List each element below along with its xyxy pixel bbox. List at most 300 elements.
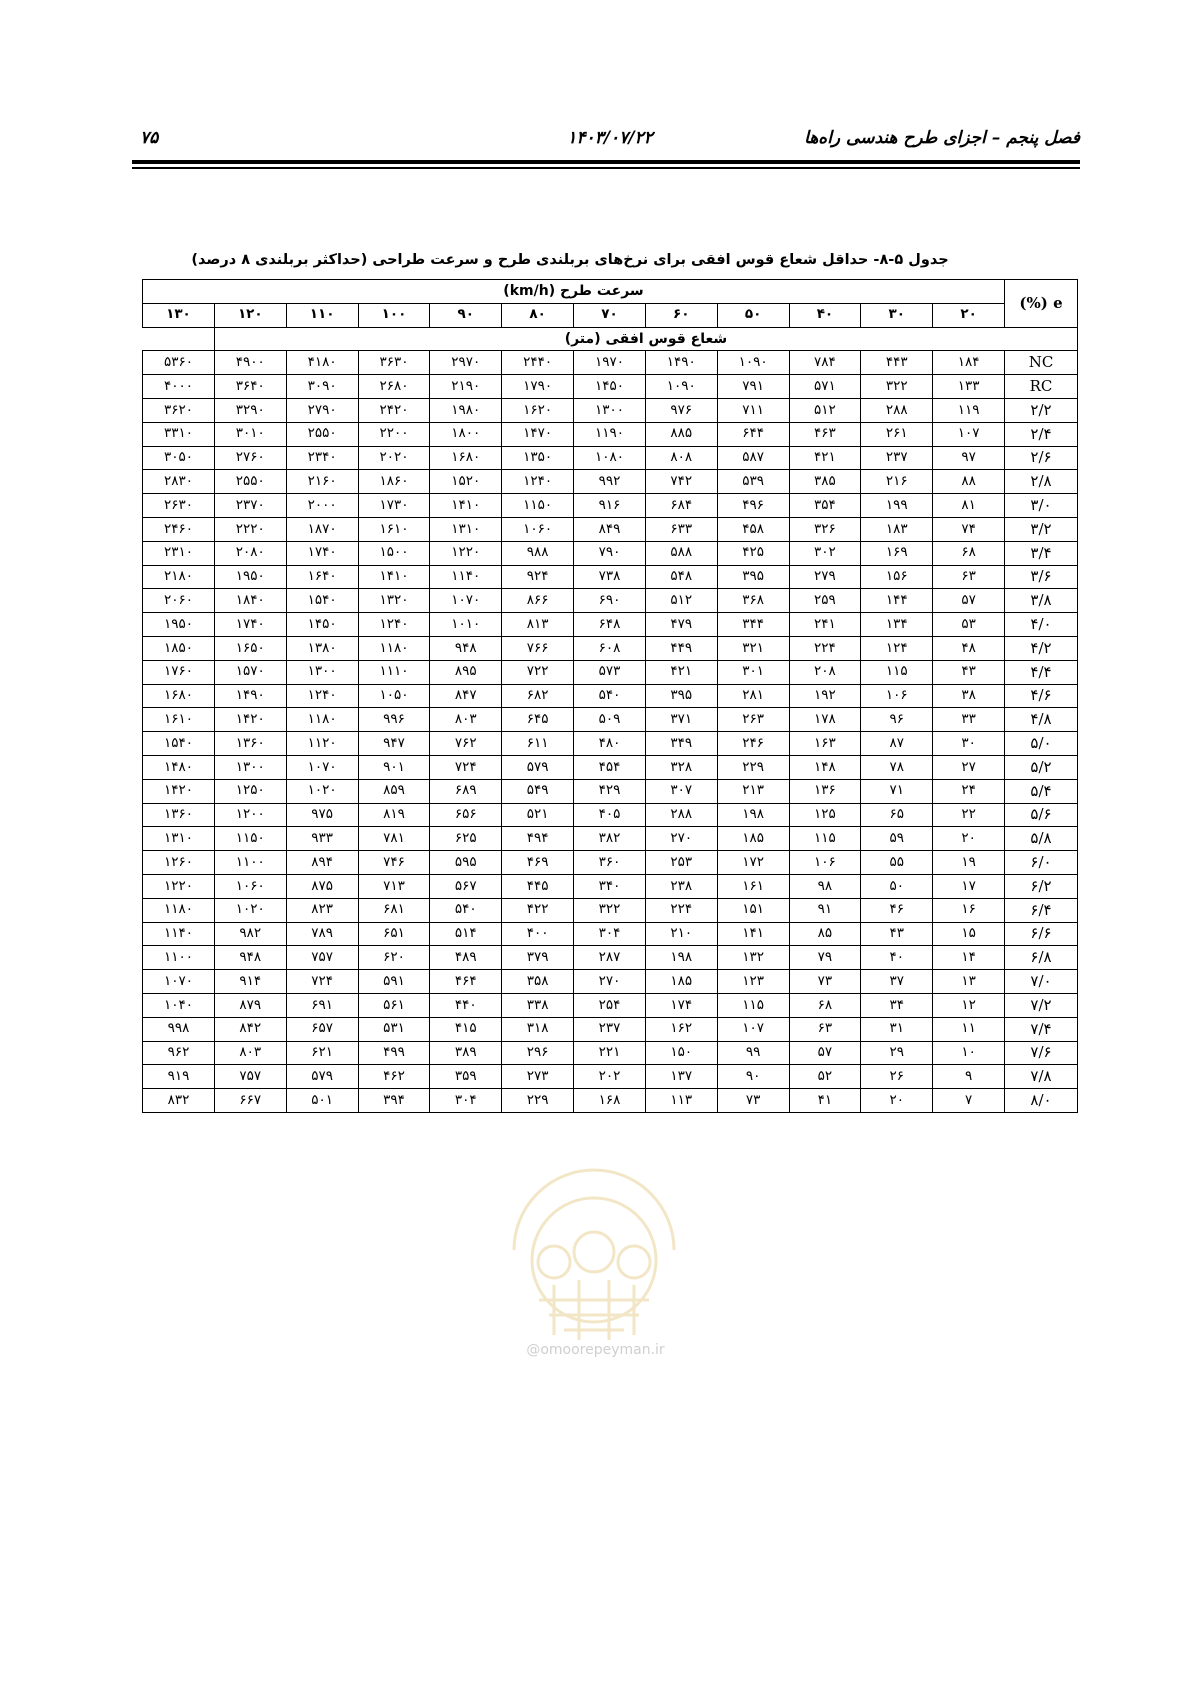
radius-cell: ۱۷۹۰ <box>502 375 574 399</box>
table-row <box>143 517 1078 541</box>
e-column-header: e (%) <box>1005 280 1078 328</box>
table-row <box>143 565 1078 589</box>
radius-cell: ۳۷۱ <box>645 708 717 732</box>
radius-cell: ۳۷ <box>861 970 933 994</box>
radius-cell: ۳۱ <box>861 1017 933 1041</box>
speed-cell: ۱۰۰ <box>358 303 430 327</box>
e-value-cell: ۶/۸ <box>1005 946 1078 970</box>
radius-cell: ۴۲۱ <box>645 660 717 684</box>
radius-cell: ۳۲۸ <box>645 755 717 779</box>
radius-cell: ۳۲۹۰ <box>214 398 286 422</box>
radius-cell: ۴۰۰۰ <box>143 375 215 399</box>
radius-cell: ۹۷ <box>933 446 1005 470</box>
radius-cell: ۲۶۱ <box>861 422 933 446</box>
radius-cell: ۴۰۰ <box>502 922 574 946</box>
radius-cell: ۷۳ <box>717 1089 789 1113</box>
radius-cell: ۱۲۳ <box>717 970 789 994</box>
radius-cell: ۹ <box>933 1065 1005 1089</box>
radius-cell: ۱۳۰۰ <box>574 398 646 422</box>
radius-cell: ۱۴۲۰ <box>143 779 215 803</box>
table-row <box>143 375 1078 399</box>
radius-cell: ۲۸۱ <box>717 684 789 708</box>
page-header <box>140 128 1080 154</box>
e-value-cell: ۷/۴ <box>1005 1017 1078 1041</box>
e-value-cell: ۷/۰ <box>1005 970 1078 994</box>
radius-cell: ۱۴۱ <box>717 922 789 946</box>
e-value-cell: ۶/۰ <box>1005 851 1078 875</box>
radius-cell: ۱۹ <box>933 851 1005 875</box>
page-number: ۷۵ <box>140 128 159 148</box>
radius-cell: ۱۵۲۰ <box>430 470 502 494</box>
radius-cell: ۵۴۰ <box>574 684 646 708</box>
radius-cell: ۱۳۵۰ <box>502 446 574 470</box>
radius-cell: ۹۲۴ <box>502 565 574 589</box>
radius-cell: ۷۶۲ <box>430 732 502 756</box>
radius-cell: ۱۱۱۰ <box>358 660 430 684</box>
radius-cell: ۵۴۰ <box>430 898 502 922</box>
radius-cell: ۸۶۶ <box>502 589 574 613</box>
e-value-cell: ۵/۸ <box>1005 827 1078 851</box>
radius-cell: ۳۹۴ <box>358 1089 430 1113</box>
table-body <box>143 351 1078 1113</box>
table-row <box>143 1089 1078 1113</box>
radius-cell: ۳۶۳۰ <box>358 351 430 375</box>
radius-cell: ۳۷۹ <box>502 946 574 970</box>
radius-cell: ۲۲۱ <box>574 1041 646 1065</box>
radius-cell: ۵۳۶۰ <box>143 351 215 375</box>
radius-cell: ۹۳۳ <box>286 827 358 851</box>
radius-cell: ۳۳۱۰ <box>143 422 215 446</box>
radius-cell: ۲۵۹ <box>789 589 861 613</box>
radius-cell: ۴۴۳ <box>861 351 933 375</box>
radius-cell: ۱۰۷ <box>717 1017 789 1041</box>
radius-cell: ۱۰۲۰ <box>214 898 286 922</box>
radius-cell: ۴۶۹ <box>502 851 574 875</box>
radius-cell: ۱۴۹۰ <box>645 351 717 375</box>
radius-cell: ۵۷۹ <box>502 755 574 779</box>
table-row <box>143 993 1078 1017</box>
radius-cell: ۲۱۸۰ <box>143 565 215 589</box>
radius-cell: ۱۵ <box>933 922 1005 946</box>
speed-cell: ۱۲۰ <box>214 303 286 327</box>
radius-cell: ۶۱۱ <box>502 732 574 756</box>
at-icon: @ <box>526 1342 541 1358</box>
radius-cell: ۱۰۱۰ <box>430 613 502 637</box>
table-row <box>143 398 1078 422</box>
radius-cell: ۲۱۰ <box>645 922 717 946</box>
radius-cell: ۱۲۴۰ <box>286 684 358 708</box>
radius-header-row <box>143 327 1078 351</box>
radius-cell: ۱۶۲ <box>645 1017 717 1041</box>
radius-cell: ۳۵۹ <box>430 1065 502 1089</box>
radius-cell: ۱۸۳ <box>861 517 933 541</box>
radius-cell: ۷۴۶ <box>358 851 430 875</box>
e-value-cell: ۳/۴ <box>1005 541 1078 565</box>
radius-cell: ۱۸۷۰ <box>286 517 358 541</box>
radius-cell: ۸۷۹ <box>214 993 286 1017</box>
radius-cell: ۱۱۵ <box>717 993 789 1017</box>
radius-cell: ۵۹۵ <box>430 851 502 875</box>
radius-cell: ۸۰۳ <box>430 708 502 732</box>
e-value-cell: ۵/۰ <box>1005 732 1078 756</box>
radius-cell: ۷۸۴ <box>789 351 861 375</box>
table-row <box>143 827 1078 851</box>
radius-cell: ۲۶ <box>861 1065 933 1089</box>
radius-cell: ۱۱ <box>933 1017 1005 1041</box>
radius-cell: ۲۳۷۰ <box>214 494 286 518</box>
radius-cell: ۱۲۶۰ <box>143 851 215 875</box>
radius-cell: ۱۴۱۰ <box>358 565 430 589</box>
radius-cell: ۴۰۵ <box>574 803 646 827</box>
radius-cell: ۶۲۰ <box>358 946 430 970</box>
radius-cell: ۸۹۵ <box>430 660 502 684</box>
radius-cell: ۱۷۴۰ <box>286 541 358 565</box>
radius-cell: ۳۲۲ <box>861 375 933 399</box>
radius-cell: ۱۳۰۰ <box>214 755 286 779</box>
radius-cell: ۱۳۰۰ <box>286 660 358 684</box>
radius-cell: ۳۴ <box>861 993 933 1017</box>
radius-cell: ۱۴۲۰ <box>214 708 286 732</box>
radius-cell: ۲۴۲۰ <box>358 398 430 422</box>
radius-cell: ۲۶۳۰ <box>143 494 215 518</box>
radius-table <box>142 279 1078 1113</box>
radius-cell: ۱۵۶ <box>861 565 933 589</box>
radius-cell: ۳۸۲ <box>574 827 646 851</box>
radius-cell: ۲۷۳ <box>502 1065 574 1089</box>
radius-cell: ۶۴۴ <box>717 422 789 446</box>
e-value-cell: ۷/۶ <box>1005 1041 1078 1065</box>
radius-cell: ۶۲۵ <box>430 827 502 851</box>
radius-cell: ۴۴۹ <box>645 636 717 660</box>
radius-cell: ۱۶۲۰ <box>502 398 574 422</box>
radius-cell: ۷۵۷ <box>214 1065 286 1089</box>
radius-cell: ۶۸ <box>933 541 1005 565</box>
speed-cell: ۹۰ <box>430 303 502 327</box>
radius-cell: ۱۷۴۰ <box>214 613 286 637</box>
radius-cell: ۹۱ <box>789 898 861 922</box>
radius-cell: ۹۹۸ <box>143 1017 215 1041</box>
radius-cell: ۴۶ <box>861 898 933 922</box>
radius-cell: ۱۲۴۰ <box>502 470 574 494</box>
radius-header: شعاع قوس افقی (متر) <box>214 327 1077 351</box>
radius-cell: ۱۱۹۰ <box>574 422 646 446</box>
radius-cell: ۲۵۴ <box>574 993 646 1017</box>
table-row <box>143 803 1078 827</box>
radius-cell: ۵۹ <box>861 827 933 851</box>
speed-cell: ۷۰ <box>574 303 646 327</box>
e-value-cell: ۳/۸ <box>1005 589 1078 613</box>
radius-cell: ۱۲۰۰ <box>214 803 286 827</box>
radius-cell: ۵۴۹ <box>502 779 574 803</box>
radius-cell: ۹۷۶ <box>645 398 717 422</box>
header-rule-thin <box>132 167 1080 169</box>
radius-cell: ۴۲۲ <box>502 898 574 922</box>
radius-cell: ۶۰۸ <box>574 636 646 660</box>
radius-cell: ۳۴۴ <box>717 613 789 637</box>
radius-cell: ۹۴۸ <box>430 636 502 660</box>
table-row <box>143 660 1078 684</box>
radius-cell: ۹۱۶ <box>574 494 646 518</box>
header-rule-thick <box>132 160 1080 164</box>
radius-cell: ۲۴ <box>933 779 1005 803</box>
radius-cell: ۱۰۶ <box>861 684 933 708</box>
radius-cell: ۱۰۹۰ <box>717 351 789 375</box>
radius-cell: ۲۰۸۰ <box>214 541 286 565</box>
radius-cell: ۳۹۵ <box>645 684 717 708</box>
radius-cell: ۷۹۱ <box>717 375 789 399</box>
radius-cell: ۱۹۵۰ <box>214 565 286 589</box>
e-value-cell: RC <box>1005 375 1078 399</box>
radius-cell: ۱۰۴۰ <box>143 993 215 1017</box>
radius-cell: ۲۳۸ <box>645 874 717 898</box>
radius-cell: ۲۵۵۰ <box>214 470 286 494</box>
radius-cell: ۶۶۷ <box>214 1089 286 1113</box>
radius-cell: ۱۱۳ <box>645 1089 717 1113</box>
radius-cell: ۱۶۳ <box>789 732 861 756</box>
radius-cell: ۶۵۷ <box>286 1017 358 1041</box>
table-row <box>143 494 1078 518</box>
watermark-site: @omoorepeyman.ir <box>526 1342 665 1358</box>
radius-cell: ۷۸۹ <box>286 922 358 946</box>
radius-cell: ۷۴ <box>933 517 1005 541</box>
radius-cell: ۵۷ <box>789 1041 861 1065</box>
radius-cell: ۳۸۹ <box>430 1041 502 1065</box>
radius-cell: ۱۴۴ <box>861 589 933 613</box>
radius-cell: ۱۰۶۰ <box>502 517 574 541</box>
radius-cell: ۲۱۹۰ <box>430 375 502 399</box>
radius-cell: ۵۲۱ <box>502 803 574 827</box>
speed-cell: ۱۳۰ <box>143 303 215 327</box>
radius-cell: ۲۰ <box>861 1089 933 1113</box>
radius-cell: ۲۷ <box>933 755 1005 779</box>
radius-cell: ۴۵۸ <box>717 517 789 541</box>
radius-cell: ۲۰۲ <box>574 1065 646 1089</box>
radius-cell: ۱۳۷ <box>645 1065 717 1089</box>
radius-cell: ۶۳ <box>933 565 1005 589</box>
radius-cell: ۱۱۰۰ <box>143 946 215 970</box>
radius-cell: ۱۱۸۰ <box>358 636 430 660</box>
radius-cell: ۱۶۸۰ <box>143 684 215 708</box>
radius-cell: ۶۹۱ <box>286 993 358 1017</box>
radius-cell: ۱۰ <box>933 1041 1005 1065</box>
radius-cell: ۱۳۸۰ <box>286 636 358 660</box>
radius-cell: ۲۵۳ <box>645 851 717 875</box>
radius-cell: ۷۱۱ <box>717 398 789 422</box>
radius-cell: ۷۹۰ <box>574 541 646 565</box>
radius-cell: ۱۱۵۰ <box>214 827 286 851</box>
radius-cell: ۲۲۴ <box>789 636 861 660</box>
radius-cell: ۴۹۰۰ <box>214 351 286 375</box>
table-row <box>143 446 1078 470</box>
radius-cell: ۲۷۰ <box>574 970 646 994</box>
radius-cell: ۱۹۸۰ <box>430 398 502 422</box>
e-value-cell: ۴/۸ <box>1005 708 1078 732</box>
radius-cell: ۱۷۳۰ <box>358 494 430 518</box>
radius-cell: ۷۲۴ <box>430 755 502 779</box>
radius-cell: ۶۴۵ <box>502 708 574 732</box>
speed-header: سرعت طرح (km/h) <box>143 280 1005 304</box>
radius-cell: ۵۸۸ <box>645 541 717 565</box>
radius-cell: ۹۱۹ <box>143 1065 215 1089</box>
radius-cell: ۹۴۸ <box>214 946 286 970</box>
radius-cell: ۱۸۵ <box>717 827 789 851</box>
radius-cell: ۹۴۷ <box>358 732 430 756</box>
e-value-cell: ۵/۶ <box>1005 803 1078 827</box>
e-value-cell: ۶/۲ <box>1005 874 1078 898</box>
table-row <box>143 470 1078 494</box>
e-value-cell: ۲/۲ <box>1005 398 1078 422</box>
radius-cell: ۱۲ <box>933 993 1005 1017</box>
radius-cell: ۹۰۱ <box>358 755 430 779</box>
radius-cell: ۴۴۰ <box>430 993 502 1017</box>
radius-cell: ۱۰۷۰ <box>286 755 358 779</box>
radius-cell: ۷۹ <box>789 946 861 970</box>
radius-cell: ۶۸۱ <box>358 898 430 922</box>
radius-cell: ۱۱۴۰ <box>430 565 502 589</box>
radius-cell: ۵۷۹ <box>286 1065 358 1089</box>
radius-cell: ۸۵۹ <box>358 779 430 803</box>
e-value-cell: ۵/۲ <box>1005 755 1078 779</box>
radius-cell: ۱۲۴ <box>861 636 933 660</box>
radius-cell: ۹۹۲ <box>574 470 646 494</box>
radius-cell: ۱۱۸۰ <box>286 708 358 732</box>
radius-cell: ۳۰۴ <box>430 1089 502 1113</box>
radius-cell: ۹۶ <box>861 708 933 732</box>
radius-cell: ۷۲۴ <box>286 970 358 994</box>
radius-cell: ۱۳۶۰ <box>214 732 286 756</box>
radius-cell: ۸۵ <box>789 922 861 946</box>
radius-cell: ۶۸۲ <box>502 684 574 708</box>
table-row <box>143 1017 1078 1041</box>
radius-cell: ۷۴۲ <box>645 470 717 494</box>
radius-cell: ۸۰۳ <box>214 1041 286 1065</box>
radius-cell: ۵۱۲ <box>789 398 861 422</box>
radius-cell: ۱۱۵ <box>789 827 861 851</box>
radius-cell: ۱۶ <box>933 898 1005 922</box>
radius-cell: ۱۲۲۰ <box>143 874 215 898</box>
radius-cell: ۵۳۹ <box>717 470 789 494</box>
radius-cell: ۱۹۷۰ <box>574 351 646 375</box>
radius-cell: ۵۳ <box>933 613 1005 637</box>
radius-cell: ۳۰۱۰ <box>214 422 286 446</box>
speed-header-row <box>143 280 1078 304</box>
radius-cell: ۹۸ <box>789 874 861 898</box>
radius-cell: ۲۲۲۰ <box>214 517 286 541</box>
radius-cell: ۱۹۲ <box>789 684 861 708</box>
radius-cell: ۴۸۹ <box>430 946 502 970</box>
radius-cell: ۱۶۴۰ <box>286 565 358 589</box>
radius-cell: ۸۳۲ <box>143 1089 215 1113</box>
radius-cell: ۱۴۷۰ <box>502 422 574 446</box>
radius-cell: ۱۰۷۰ <box>430 589 502 613</box>
radius-cell: ۲۳۷ <box>861 446 933 470</box>
speed-cell: ۳۰ <box>861 303 933 327</box>
radius-cell: ۱۳۲ <box>717 946 789 970</box>
radius-cell: ۱۵۱ <box>717 898 789 922</box>
table-row <box>143 898 1078 922</box>
radius-cell: ۲۷۹ <box>789 565 861 589</box>
radius-cell: ۸۱ <box>933 494 1005 518</box>
radius-cell: ۶۵۶ <box>430 803 502 827</box>
radius-cell: ۶۴۸ <box>574 613 646 637</box>
radius-cell: ۱۷۴ <box>645 993 717 1017</box>
e-value-cell: ۶/۴ <box>1005 898 1078 922</box>
radius-cell: ۵۵ <box>861 851 933 875</box>
radius-cell: ۲۲۹ <box>502 1089 574 1113</box>
radius-cell: ۱۳۶ <box>789 779 861 803</box>
radius-cell: ۸۸ <box>933 470 1005 494</box>
speed-cell: ۴۰ <box>789 303 861 327</box>
e-value-cell: ۷/۲ <box>1005 993 1078 1017</box>
radius-cell: ۱۳۱۰ <box>430 517 502 541</box>
radius-cell: ۴۴۵ <box>502 874 574 898</box>
radius-cell: ۱۳۱۰ <box>143 827 215 851</box>
radius-cell: ۵۰ <box>861 874 933 898</box>
radius-cell: ۵۴۸ <box>645 565 717 589</box>
radius-cell: ۱۴۹۰ <box>214 684 286 708</box>
radius-cell: ۳۶۲۰ <box>143 398 215 422</box>
radius-cell: ۸۸۵ <box>645 422 717 446</box>
e-value-cell: ۸/۰ <box>1005 1089 1078 1113</box>
table-row <box>143 874 1078 898</box>
radius-cell: ۳۰۲ <box>789 541 861 565</box>
radius-cell: ۲۲۹ <box>717 755 789 779</box>
table-row <box>143 970 1078 994</box>
radius-cell: ۸۹۴ <box>286 851 358 875</box>
radius-cell: ۱۰۵۰ <box>358 684 430 708</box>
table-row <box>143 851 1078 875</box>
radius-cell: ۱۰۶ <box>789 851 861 875</box>
radius-cell: ۲۱۳ <box>717 779 789 803</box>
radius-cell: ۲۸۳۰ <box>143 470 215 494</box>
radius-cell: ۱۸۶۰ <box>358 470 430 494</box>
radius-cell: ۷۳۸ <box>574 565 646 589</box>
radius-cell: ۳۵۸ <box>502 970 574 994</box>
table-caption: جدول ۵-۸- حداقل شعاع قوس افقی برای نرخ‌های بربلندی طرح و سرعت طراحی (حداکثر بربلندی ۸ درصد) <box>191 252 949 268</box>
radius-cell: ۱۳۴ <box>861 613 933 637</box>
radius-cell: ۲۸۸ <box>645 803 717 827</box>
radius-cell: ۲۲۴ <box>645 898 717 922</box>
date-stamp: ۱۴۰۳/۰۷/۲۲ <box>567 128 653 148</box>
radius-cell: ۳۹۵ <box>717 565 789 589</box>
radius-cell: ۲۷۶۰ <box>214 446 286 470</box>
radius-cell: ۵۳۱ <box>358 1017 430 1041</box>
radius-cell: ۱۷۲ <box>717 851 789 875</box>
radius-cell: ۱۷۸ <box>789 708 861 732</box>
e-value-cell: ۶/۶ <box>1005 922 1078 946</box>
radius-cell: ۷۱ <box>861 779 933 803</box>
speed-cell: ۵۰ <box>717 303 789 327</box>
radius-cell: ۱۶۸ <box>574 1089 646 1113</box>
radius-cell: ۸۲۳ <box>286 898 358 922</box>
radius-cell: ۶۸۴ <box>645 494 717 518</box>
radius-cell: ۲۰۸ <box>789 660 861 684</box>
radius-cell: ۴۱ <box>789 1089 861 1113</box>
radius-cell: ۲۸۷ <box>574 946 646 970</box>
radius-cell: ۴۹۹ <box>358 1041 430 1065</box>
table-row <box>143 613 1078 637</box>
e-value-cell: ۴/۲ <box>1005 636 1078 660</box>
speed-cell: ۲۰ <box>933 303 1005 327</box>
e-value-cell: ۴/۰ <box>1005 613 1078 637</box>
radius-cell: ۶۹۰ <box>574 589 646 613</box>
radius-cell: ۱۸۴۰ <box>214 589 286 613</box>
table-row <box>143 1065 1078 1089</box>
radius-cell: ۴۱۸۰ <box>286 351 358 375</box>
e-value-cell: ۳/۰ <box>1005 494 1078 518</box>
radius-cell: ۷۸ <box>861 755 933 779</box>
e-value-cell: ۴/۴ <box>1005 660 1078 684</box>
